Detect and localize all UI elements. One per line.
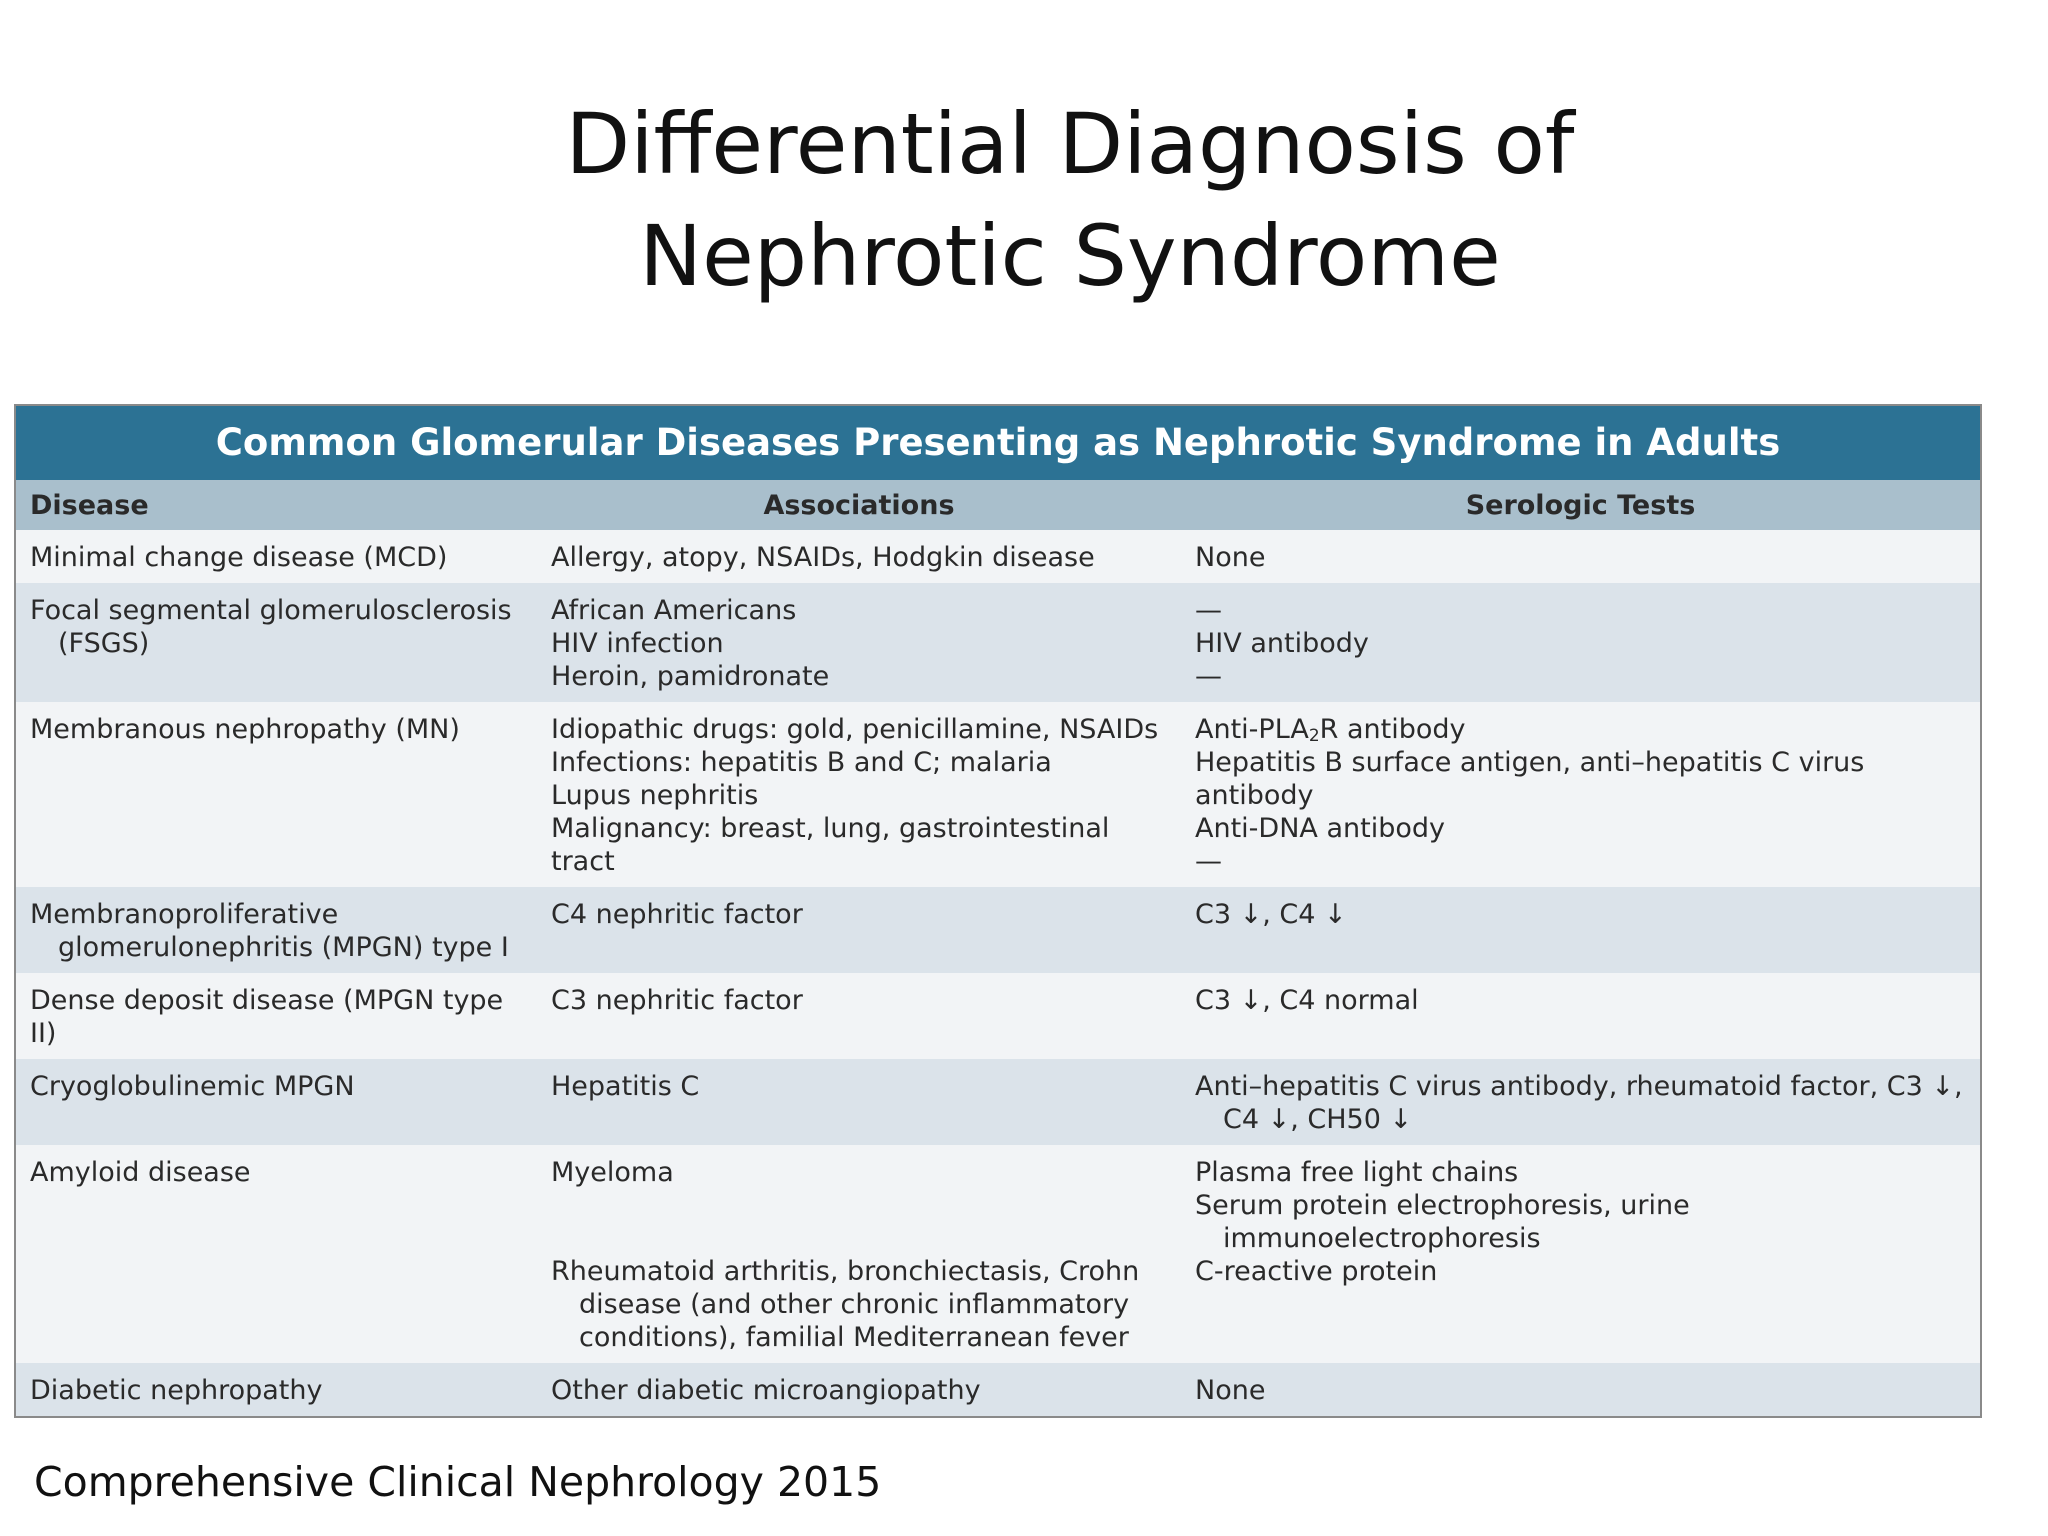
cell-line: Infections: hepatitis B and C; malaria: [551, 747, 1052, 778]
cell-line: Dense deposit disease (MPGN type II): [30, 985, 504, 1049]
cell-line: Hepatitis C: [551, 1071, 700, 1102]
cell-serologic: [1181, 702, 1980, 887]
cell-line: Allergy, atopy, NSAIDs, Hodgkin disease: [551, 542, 1095, 573]
cell-line: Rheumatoid arthritis, bronchiectasis, Crohn: [551, 1256, 1140, 1287]
cell-serologic: [1181, 973, 1980, 1059]
cell-disease: [16, 1363, 537, 1416]
cell-serologic: [1181, 1059, 1980, 1145]
r-antibody-text: R antibody: [1319, 714, 1466, 745]
slide-title-line-2: Nephrotic Syndrome: [639, 207, 1501, 305]
cell-line: HIV antibody: [1195, 628, 1369, 659]
cell-spacer: [551, 1189, 1173, 1222]
table-row-dense-deposit: [16, 973, 1980, 1059]
cell-associations: [537, 1145, 1181, 1363]
cell-serologic: [1181, 583, 1980, 702]
cell-line: C4 ↓, CH50 ↓: [1223, 1104, 1413, 1135]
cell-line: C-reactive protein: [1195, 1256, 1438, 1287]
cell-line: Heroin, pamidronate: [551, 661, 830, 692]
cell-line: glomerulonephritis (MPGN) type I: [58, 932, 509, 963]
cell-line: Anti–hepatitis C virus antibody, rheumatoid factor, C3 ↓,: [1195, 1071, 1963, 1102]
cell-line: C3 ↓, C4 ↓: [1195, 899, 1347, 930]
cell-associations: [537, 530, 1181, 583]
cell-disease: [16, 973, 537, 1059]
cell-line: Membranoproliferative: [30, 899, 339, 930]
cell-line: C4 nephritic factor: [551, 899, 803, 930]
table-row-cryoglobulinemic: [16, 1059, 1980, 1145]
cell-serologic: [1181, 1145, 1980, 1363]
cell-line: Focal segmental glomerulosclerosis: [30, 595, 512, 626]
cell-line: Other diabetic microangiopathy: [551, 1375, 981, 1406]
cell-line: —: [1195, 846, 1222, 877]
table-row-mpgn-type-i: [16, 887, 1980, 973]
cell-disease: [16, 1145, 537, 1363]
table-caption: Common Glomerular Diseases Presenting as Nephrotic Syndrome in Adults: [16, 406, 1980, 480]
cell-line: conditions), familial Mediterranean fever: [579, 1322, 1129, 1353]
cell-associations: [537, 583, 1181, 702]
cell-disease: [16, 887, 537, 973]
cell-line: None: [1195, 1375, 1266, 1406]
cell-associations: [537, 1363, 1181, 1416]
cell-line: Lupus nephritis: [551, 780, 759, 811]
cell-line: Hepatitis B surface antigen, anti–hepatitis C virus antibody: [1195, 747, 1865, 811]
cell-line: African Americans: [551, 595, 797, 626]
cell-line: immunoelectrophoresis: [1223, 1223, 1541, 1254]
cell-line: Membranous nephropathy (MN): [30, 714, 460, 745]
cell-line: Plasma free light chains: [1195, 1157, 1519, 1188]
citation: Comprehensive Clinical Nephrology 2015: [34, 1458, 882, 1506]
cell-line: disease (and other chronic inflammatory: [579, 1289, 1130, 1320]
cell-line: None: [1195, 542, 1266, 573]
header-associations: Associations: [537, 480, 1181, 530]
cell-serologic: [1181, 530, 1980, 583]
cell-line: Malignancy: breast, lung, gastrointestinal tract: [551, 813, 1110, 877]
table-row-amyloid: [16, 1145, 1980, 1363]
cell-spacer: [551, 1222, 1173, 1255]
cell-disease: [16, 583, 537, 702]
slide-title-line-1: Differential Diagnosis of: [565, 95, 1575, 193]
table-grid: [16, 480, 1980, 1416]
cell-line: Cryoglobulinemic MPGN: [30, 1071, 355, 1102]
slide-title: [470, 88, 1670, 312]
header-serologic-tests: Serologic Tests: [1181, 480, 1980, 530]
cell-associations: [537, 1059, 1181, 1145]
cell-associations: [537, 973, 1181, 1059]
table-row-diabetic: [16, 1363, 1980, 1416]
cell-disease: [16, 530, 537, 583]
cell-line: Minimal change disease (MCD): [30, 542, 448, 573]
cell-line: —: [1195, 595, 1222, 626]
cell-associations: [537, 887, 1181, 973]
cell-line: HIV infection: [551, 628, 724, 659]
header-disease: Disease: [16, 480, 537, 530]
cell-line: —: [1195, 661, 1222, 692]
cell-line: Myeloma: [551, 1157, 674, 1188]
cell-line: Amyloid disease: [30, 1157, 251, 1188]
cell-disease: [16, 702, 537, 887]
cell-serologic: [1181, 1363, 1980, 1416]
cell-associations: [537, 702, 1181, 887]
glomerular-diseases-table: [14, 404, 1982, 1418]
cell-line: C3 ↓, C4 normal: [1195, 985, 1419, 1016]
cell-line: C3 nephritic factor: [551, 985, 803, 1016]
table-row-mcd: [16, 530, 1980, 583]
pla-text: Anti-PLA: [1195, 714, 1309, 745]
cell-serologic: [1181, 887, 1980, 973]
cell-line: Serum protein electrophoresis, urine: [1195, 1190, 1690, 1221]
table-row-mn: [16, 702, 1980, 887]
subscript-2: 2: [1308, 726, 1320, 746]
cell-line: Diabetic nephropathy: [30, 1375, 323, 1406]
table-row-fsgs: [16, 583, 1980, 702]
cell-line: Idiopathic drugs: gold, penicillamine, NSAIDs: [551, 714, 1159, 745]
cell-line-pla2r: [1195, 713, 1972, 746]
cell-disease: [16, 1059, 537, 1145]
table-header-row: [16, 480, 1980, 530]
cell-line: Anti-DNA antibody: [1195, 813, 1445, 844]
cell-line: (FSGS): [58, 628, 150, 659]
